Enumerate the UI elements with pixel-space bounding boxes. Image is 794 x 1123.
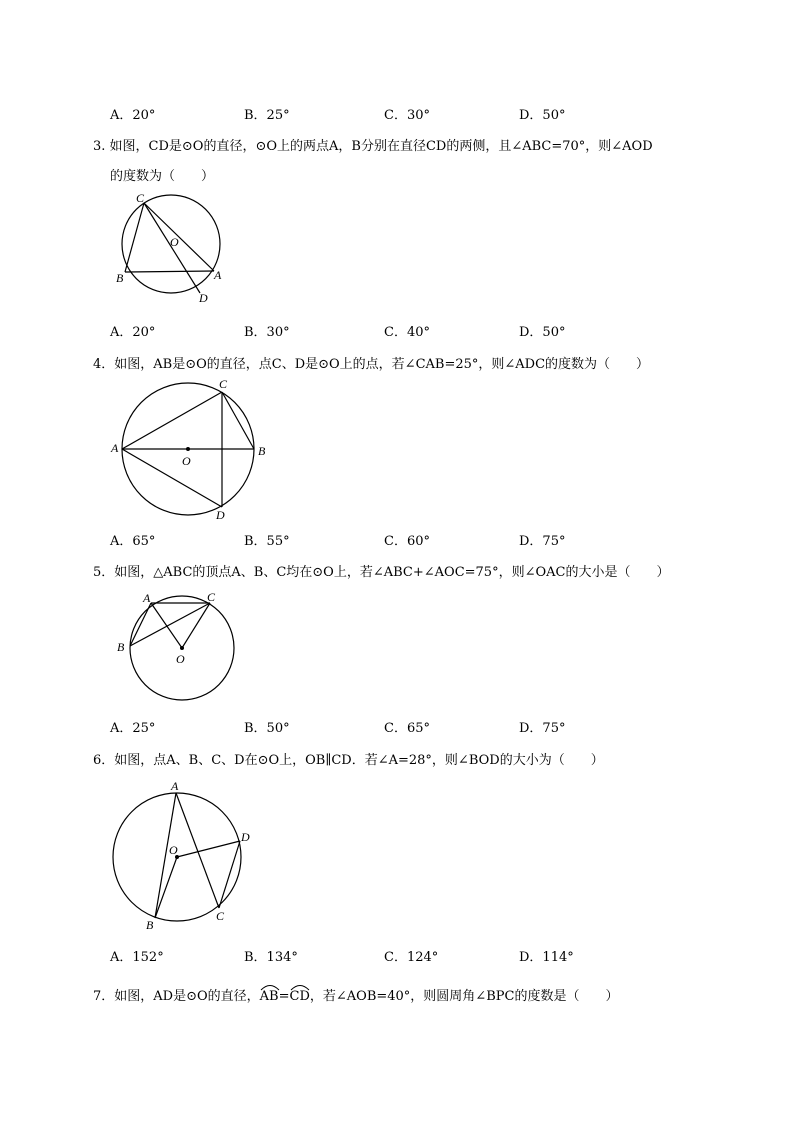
q5-label-c: C <box>207 590 216 604</box>
q3-label-c: C <box>136 191 145 205</box>
q3-option-d: D．50° <box>519 325 566 340</box>
q4-label-d: D <box>216 508 225 522</box>
q5-option-a: A．25° <box>110 721 156 736</box>
q2-option-b: B．25° <box>244 108 290 123</box>
q4-option-b: B．55° <box>244 534 290 549</box>
q5-option-d: D．75° <box>519 721 566 736</box>
q5-label-a: A <box>143 591 151 605</box>
q3-figure <box>105 190 235 309</box>
q6-label-a: A <box>171 779 179 793</box>
q6-figure <box>100 775 260 939</box>
q6-option-a: A．152° <box>110 950 164 965</box>
q5-label-b: B <box>117 640 125 654</box>
q2-option-a: A．20° <box>110 108 156 123</box>
q3-label-a: A <box>214 268 222 282</box>
arc-symbol-icon <box>290 983 310 991</box>
q6-label-c: C <box>216 909 225 923</box>
q6-option-c: C．124° <box>384 950 439 965</box>
q7-stem <box>93 985 618 1004</box>
q6-option-d: D．114° <box>519 950 574 965</box>
q4-label-c: C <box>219 377 228 391</box>
arc-symbol-icon <box>260 983 280 991</box>
q6-stem: 6．如图，点A、B、C、D在⊙O上，OB∥CD．若∠A=28°，则∠BOD的大小为（ ） <box>93 753 604 768</box>
q4-stem: 4．如图，AB是⊙O的直径，点C、D是⊙O上的点，若∠CAB=25°，则∠ADC的度数为（ ） <box>93 357 650 372</box>
q6-label-o: O <box>169 843 178 857</box>
q4-option-a: A．65° <box>110 534 156 549</box>
q7-prefix: 7．如图，AD是⊙O的直径， <box>93 989 260 1004</box>
q3-label-b: B <box>116 271 124 285</box>
q4-label-b: B <box>258 444 266 458</box>
q4-figure <box>105 375 275 529</box>
q3-option-b: B．30° <box>244 325 290 340</box>
q4-option-d: D．75° <box>519 534 566 549</box>
q3-option-c: C．40° <box>384 325 430 340</box>
q7-arc-ab: AB <box>260 989 279 1004</box>
q5-label-o: O <box>176 652 185 666</box>
q5-option-b: B．50° <box>244 721 290 736</box>
q7-arc-cd: CD <box>290 989 310 1004</box>
q5-figure <box>110 585 240 709</box>
q2-option-c: C．30° <box>384 108 430 123</box>
q4-option-c: C．60° <box>384 534 430 549</box>
q4-label-o: O <box>182 454 191 468</box>
q3-stem-line2: 的度数为（ ） <box>110 169 215 184</box>
q6-option-b: B．134° <box>244 950 298 965</box>
q5-stem: 5．如图，△ABC的顶点A、B、C均在⊙O上，若∠ABC+∠AOC=75°，则∠OAC的大小是（ ） <box>93 565 670 580</box>
q5-option-c: C．65° <box>384 721 430 736</box>
q2-option-d: D．50° <box>519 108 566 123</box>
q6-label-b: B <box>146 918 154 932</box>
q7-equals: = <box>278 989 290 1004</box>
q3-label-d: D <box>199 291 208 305</box>
q6-label-d: D <box>241 830 250 844</box>
q3-stem-line1: 3. 如图，CD是⊙O的直径，⊙O上的两点A，B分别在直径CD的两侧，且∠ABC=70°，则∠AOD <box>93 139 653 154</box>
q3-label-o: O <box>170 235 179 249</box>
q3-option-a: A．20° <box>110 325 156 340</box>
q7-suffix: ，若∠AOB=40°，则圆周角∠BPC的度数是（ ） <box>309 989 619 1004</box>
q4-label-a: A <box>111 441 119 455</box>
